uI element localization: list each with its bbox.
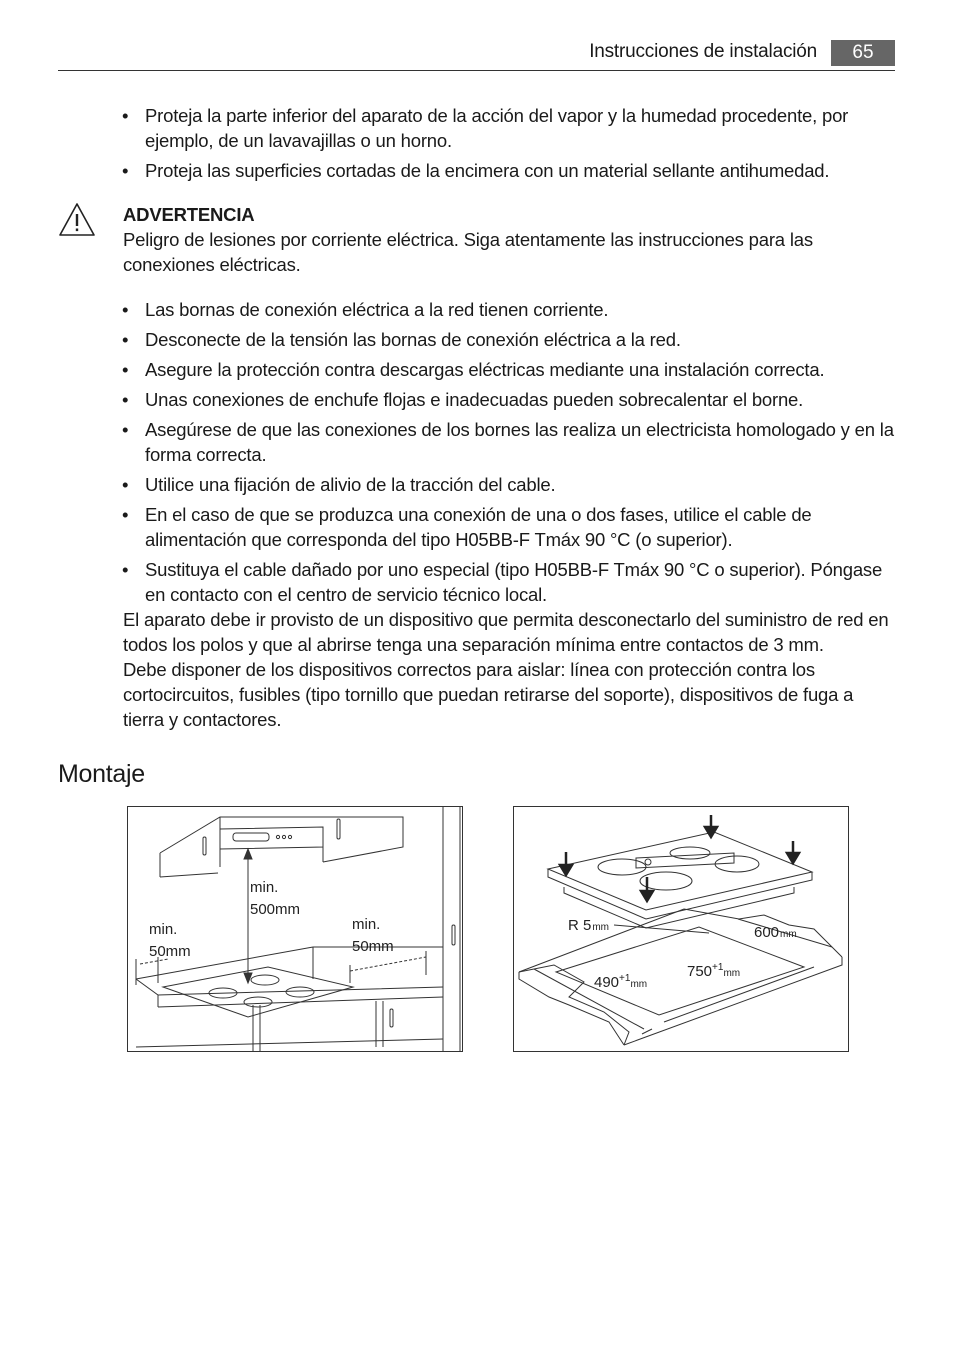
- section-title: Montaje: [58, 760, 145, 788]
- list-item: • Asegúrese de que las conexiones de los bornes las realiza un electricista homologado y en la forma correcta.: [58, 417, 898, 467]
- list-item: • Asegure la protección contra descargas eléctricas mediante una instalación correcta.: [58, 357, 898, 382]
- warning-text: Peligro de lesiones por corriente eléctrica. Siga atentamente las instrucciones para las conexiones eléctricas.: [123, 229, 813, 275]
- bullet-list-main: [58, 297, 898, 607]
- list-item: • Proteja la parte inferior del aparato de la acción del vapor y la humedad procedente, por ejemplo, de un lavavajillas o un horno.: [58, 103, 898, 153]
- list-item: • Desconecte de la tensión las bornas de conexión eléctrica a la red.: [58, 327, 898, 352]
- depth-label: 600mm: [754, 924, 797, 941]
- radius-label: R 5mm: [568, 917, 610, 934]
- page-number: 65: [831, 40, 895, 66]
- figure-cutout: [513, 806, 849, 1052]
- left-clearance-label-1: min.: [149, 921, 178, 938]
- top-clearance-label-2: 500mm: [250, 901, 301, 918]
- left-clearance-label-2: 50mm: [149, 943, 191, 960]
- top-clearance-label-1: min.: [250, 879, 279, 896]
- right-clearance-label-2: 50mm: [352, 938, 394, 955]
- list-item: • Sustituya el cable dañado por uno especial (tipo H05BB-F Tmáx 90 °C o superior). Póngase en contacto con el centro de servicio técnico local.: [58, 557, 898, 607]
- header-title: Instrucciones de instalación: [589, 41, 817, 62]
- cutout-diagram: [514, 807, 848, 1051]
- warning-triangle-icon: [58, 202, 96, 238]
- list-item: • Proteja las superficies cortadas de la encimera con un material sellante antihumedad.: [58, 158, 898, 183]
- right-clearance-label-1: min.: [352, 916, 381, 933]
- figure-clearances: [127, 806, 463, 1052]
- list-item: • Unas conexiones de enchufe flojas e inadecuadas pueden sobrecalentar el borne.: [58, 387, 898, 412]
- paragraph: Debe disponer de los dispositivos correctos para aislar: línea con protección contra los cortocircuitos, fusibles (tipo tornillo que puedan retirarse del soporte), dispositivos de fuga a tierra y contactores.: [123, 659, 854, 730]
- bullet-list-top: [58, 103, 898, 183]
- list-item: • Utilice una fijación de alivio de la tracción del cable.: [58, 472, 898, 497]
- paragraph: El aparato debe ir provisto de un dispositivo que permita desconectarlo del suministro de red en todos los polos y que al abrirse tenga una separación mínima entre contactos de 3 mm.: [123, 609, 889, 655]
- page-header: [58, 38, 895, 71]
- clearance-diagram: [128, 807, 462, 1051]
- height-label: $490^{+1}_{mm}$: [594, 973, 648, 991]
- width-label: $750^{+1}_{mm}$: [687, 962, 741, 980]
- list-item: • Las bornas de conexión eléctrica a la red tienen corriente.: [58, 297, 898, 322]
- list-item: • En el caso de que se produzca una conexión de una o dos fases, utilice el cable de alimentación que corresponda del tipo H05BB-F Tmáx 90 °C (o superior).: [58, 502, 898, 552]
- page-content: [58, 103, 898, 732]
- warning-title: ADVERTENCIA: [123, 204, 255, 225]
- warning-block: [58, 202, 898, 277]
